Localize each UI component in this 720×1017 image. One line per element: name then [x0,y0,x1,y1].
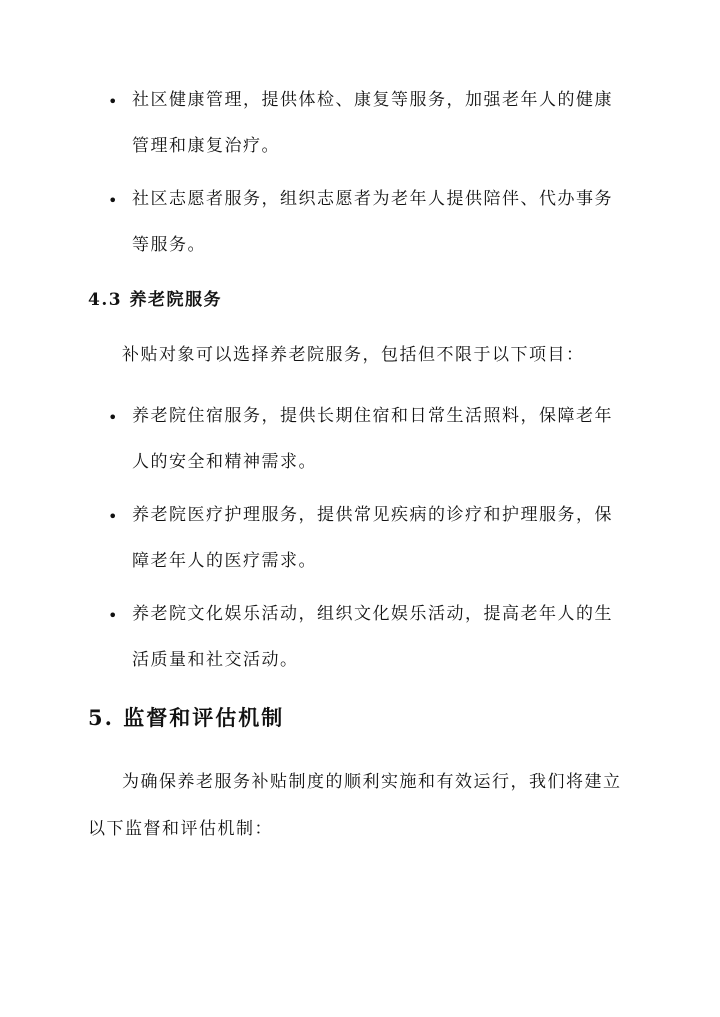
section-heading-4-3: 4.3 养老院服务 [88,290,222,310]
list-item-text-cont: 管理和康复治疗。 [132,136,280,156]
paragraph-line: 以下监督和评估机制： [88,819,273,839]
list-item-text: 社区健康管理，提供体检、康复等服务，加强老年人的健康 [132,90,613,110]
bullet-marker: • [108,507,118,526]
list-item-text: 养老院住宿服务，提供长期住宿和日常生活照料，保障老年 [132,406,613,426]
section-intro: 补贴对象可以选择养老院服务，包括但不限于以下项目： [122,345,585,365]
bullet-marker: • [108,408,118,427]
list-item-text: 养老院文化娱乐活动，组织文化娱乐活动，提高老年人的生 [132,604,613,624]
list-item-text-cont: 活质量和社交活动。 [132,650,299,670]
paragraph-line: 为确保养老服务补贴制度的顺利实施和有效运行，我们将建立 [122,772,622,792]
section-heading-5: 5. 监督和评估机制 [88,705,285,730]
list-item-text: 养老院医疗护理服务，提供常见疾病的诊疗和护理服务，保 [132,505,613,525]
list-item-text: 社区志愿者服务，组织志愿者为老年人提供陪伴、代办事务 [132,189,613,209]
list-item-text-cont: 等服务。 [132,235,206,255]
list-item-text-cont: 障老年人的医疗需求。 [132,551,317,571]
bullet-marker: • [108,191,118,210]
list-item-text-cont: 人的安全和精神需求。 [132,452,317,472]
bullet-marker: • [108,92,118,111]
bullet-marker: • [108,606,118,625]
